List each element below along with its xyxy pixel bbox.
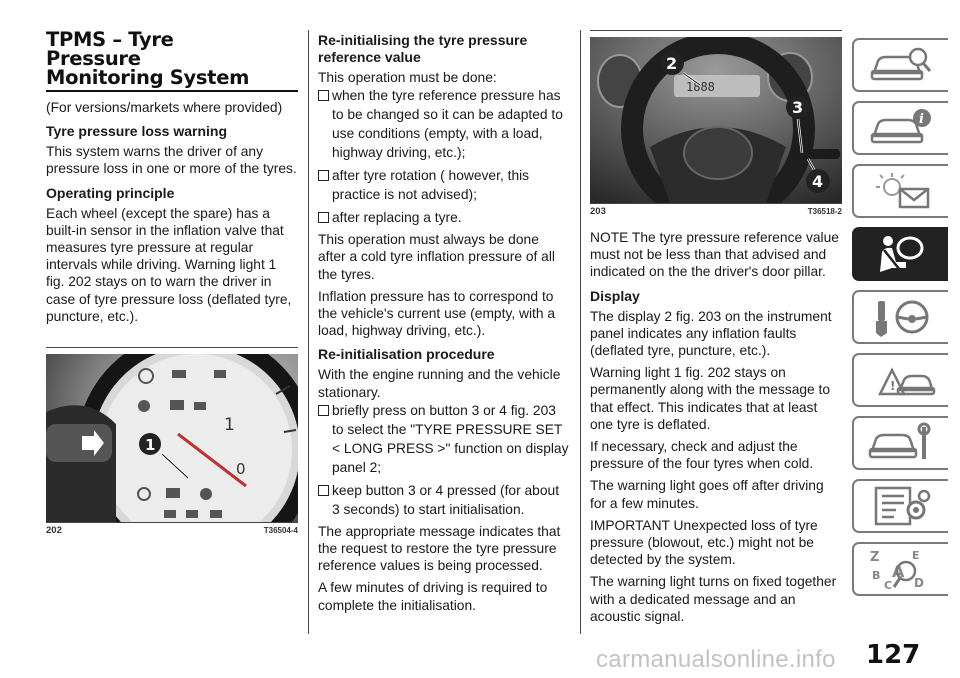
versions-note: (For versions/markets where provided): [46, 100, 283, 115]
callout-2: 2: [666, 54, 678, 73]
tab-safety[interactable]: [852, 227, 948, 281]
callout-1: 1: [145, 436, 156, 455]
figure-203-caption: [590, 203, 842, 217]
title-underline: [46, 90, 298, 92]
paragraph-check: If necessary, check and adjust the pressure of the four tyres when cold.: [590, 439, 814, 472]
paragraph-engine: With the engine running and the vehicle stationary.: [318, 367, 561, 400]
title-line: Monitoring System: [46, 66, 250, 89]
steering-wheel-image: [590, 37, 842, 203]
paragraph-note: NOTE The tyre pressure reference value must not be less than that advised and indicated on the the driver's door pillar.: [590, 230, 839, 280]
svg-text:Z: Z: [870, 550, 880, 565]
svg-text:i: i: [919, 112, 924, 127]
key-steering-wheel-icon: [866, 295, 936, 339]
figure-202-caption: [46, 522, 298, 536]
svg-text:A: A: [892, 562, 905, 581]
page-number: 127: [866, 640, 921, 670]
bullet-item: [318, 481, 570, 519]
tab-index[interactable]: [852, 542, 948, 596]
paragraph-principle: Each wheel (except the spare) has a built-in sensor in the inflation valve that measures tyre pressure at regular intervals while driving. Warning light 1 fig. 202 stays on to warn the driver in case of tyre pressure loss (deflated tyre, puncture, etc.).: [46, 205, 292, 324]
bullet-text: after replacing a tyre.: [332, 210, 462, 226]
heading-reinit: Re-initialising the tyre pressure reference value: [318, 32, 528, 65]
heading-display: Display: [590, 287, 640, 304]
tab-maintenance[interactable]: [852, 416, 948, 470]
column-divider: [308, 30, 309, 634]
checkbox-bullet-icon: [318, 212, 329, 223]
page-title: [46, 30, 298, 87]
tab-warning-lights[interactable]: [852, 164, 948, 218]
tab-dashboard[interactable]: [852, 101, 948, 155]
paragraph-must-be: This operation must be done:: [318, 70, 497, 85]
tab-starting-driving[interactable]: [852, 290, 948, 344]
column-divider: [580, 30, 581, 634]
paragraph-warning-light: Warning light 1 fig. 202 stays on permanently along with the message to that effect. This indicates that at least one tyre is deflated.: [590, 365, 831, 432]
callout-4: 4: [812, 172, 824, 191]
svg-text:1: 1: [224, 415, 235, 436]
callout-3: 3: [792, 98, 804, 117]
bullet-item: [318, 208, 570, 227]
paragraph-display: The display 2 fig. 203 on the instrument panel indicates any inflation faults (deflated tyre, puncture, etc.).: [590, 308, 832, 359]
tab-knowing-vehicle[interactable]: [852, 38, 948, 92]
svg-text:0: 0: [236, 460, 246, 479]
bullet-item: [318, 401, 570, 477]
svg-text:E: E: [912, 549, 920, 562]
figure-202: [46, 347, 298, 536]
title-line: Pressure: [46, 47, 141, 70]
car-info-icon: [866, 106, 936, 150]
alphabetical-index-icon: [866, 547, 936, 591]
tab-technical-data[interactable]: [852, 479, 948, 533]
column-3: [590, 30, 842, 630]
bullet-text: briefly press on button 3 or 4 fig. 203 to select the "TYRE PRESSURE SET < LONG PRESS >" function on display panel 2;: [332, 402, 569, 475]
heading-principle: Operating principle: [46, 184, 175, 201]
checkbox-bullet-icon: [318, 485, 329, 496]
dashboard-cluster-image: [46, 354, 298, 522]
figure-number: 202: [46, 525, 62, 537]
svg-text:C: C: [884, 579, 893, 591]
figure-203: [590, 30, 842, 217]
column-1: [46, 30, 298, 536]
column-2: [318, 30, 570, 619]
heading-procedure: Re-initialisation procedure: [318, 346, 495, 363]
car-search-icon: [866, 43, 936, 87]
figure-number: 203: [590, 206, 606, 217]
paragraph-minutes: A few minutes of driving is required to complete the initialisation.: [318, 580, 548, 613]
paragraph-message: The appropriate message indicates that the request to restore the tyre pressure reference values is being processed.: [318, 523, 561, 574]
airbag-seatbelt-icon: [866, 232, 936, 276]
figure-code: T36518-2: [807, 207, 842, 216]
chapter-tabs: [852, 38, 954, 605]
bullet-text: keep button 3 or 4 pressed (for about 3 seconds) to start initialisation.: [332, 482, 560, 517]
paragraph-inflation: Inflation pressure has to correspond to the vehicle's current use (empty, with a load, highway driving, etc.).: [318, 288, 556, 339]
checkbox-bullet-icon: [318, 170, 329, 181]
paragraph-fixed: The warning light turns on fixed together with a dedicated message and an acoustic signal.: [590, 574, 837, 624]
bullet-item: [318, 166, 570, 204]
bullet-text: when the tyre reference pressure has to be changed so it can be adapted to use conditions (empty, with a load, highway driving, etc.);: [332, 88, 563, 161]
svg-text:!: !: [890, 379, 896, 393]
checkbox-bullet-icon: [318, 90, 329, 101]
svg-text:1888: 1888: [686, 80, 715, 94]
paragraph-goes-off: The warning light goes off after driving for a few minutes.: [590, 478, 824, 511]
figure-code: T36504-4: [263, 526, 298, 536]
checkbox-bullet-icon: [318, 405, 329, 416]
paragraph-important: IMPORTANT Unexpected loss of tyre pressure (blowout, etc.) might not be detected by the system.: [590, 517, 818, 568]
car-maintenance-icon: [866, 421, 936, 465]
bullet-item: [318, 86, 570, 162]
svg-text:B: B: [872, 569, 881, 582]
bullet-text: after tyre rotation ( however, this practice is not advised);: [332, 168, 530, 203]
heading-warning: Tyre pressure loss warning: [46, 123, 228, 140]
svg-text:D: D: [914, 576, 924, 590]
warning-lights-message-icon: [866, 169, 936, 213]
tab-emergency[interactable]: [852, 353, 948, 407]
paragraph-always: This operation must always be done after a cold tyre inflation pressure of all the tyres.: [318, 232, 555, 282]
car-breakdown-warning-icon: [866, 358, 936, 402]
paragraph-warning: This system warns the driver of any pressure loss in one or more of the tyres.: [46, 144, 297, 177]
watermark: carmanualsonline.info: [596, 646, 836, 673]
title-line: TPMS – Tyre: [46, 28, 174, 51]
technical-data-icon: [866, 484, 936, 528]
